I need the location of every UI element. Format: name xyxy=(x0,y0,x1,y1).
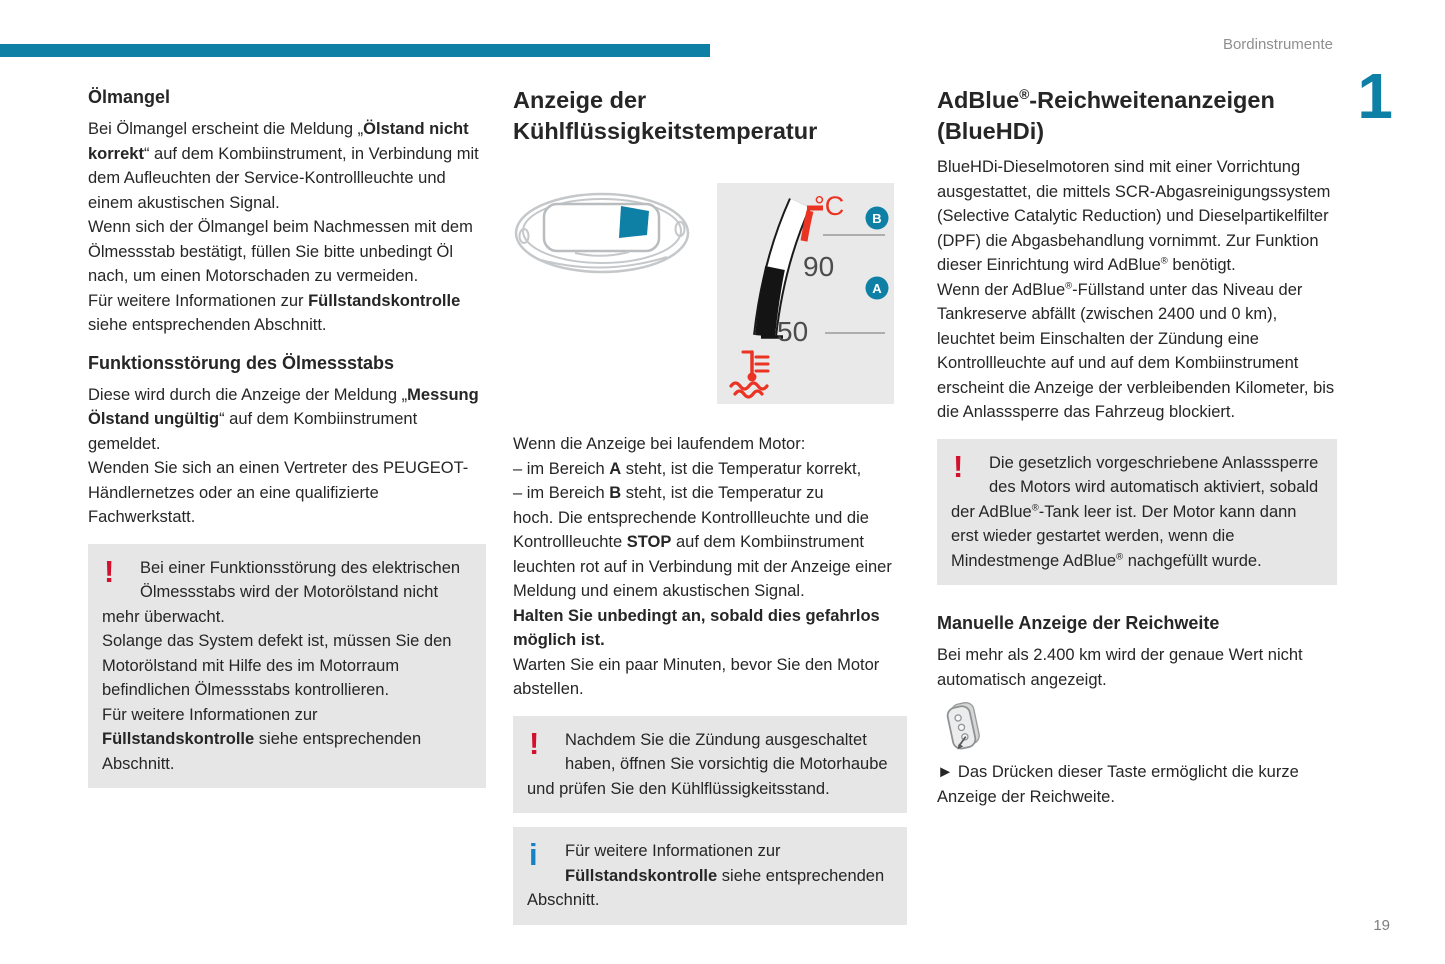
body-text: BlueHDi-Dieselmotoren sind mit einer Vorrichtung ausgestattet, die mittels SCR-Abgasreinigungssystem (Selective Catalytic Reduction) und Dieselpartikelfilter (DPF) die Abgasbehandlung vornimmt. Zur Funktion dieser Einrichtung wird AdBlue® benötigt. xyxy=(937,158,1331,274)
body-text: hoch. Die entsprechende Kontrollleuchte und die Kontrollleuchte STOP auf dem Kombiinstrument leuchten rot auf in Verbindung mit der Anzeige einer Meldung und einem akustischen Signal. xyxy=(513,508,892,600)
column-right xyxy=(937,85,1337,809)
body-text: Wenn die Anzeige bei laufendem Motor: xyxy=(513,435,806,453)
info-icon: i xyxy=(529,837,538,872)
warning-icon: ! xyxy=(104,553,115,589)
body-text: Wenn sich der Ölmangel beim Nachmessen mit dem Ölmessstab bestätigt, füllen Sie bitte unbedingt Öl nach, um einen Motorschaden zu vermeiden. xyxy=(88,218,473,285)
body-text: Diese wird durch die Anzeige der Meldung „Messung Ölstand ungültig“ auf dem Kombiinstrument gemeldet. xyxy=(88,385,479,453)
body-text: Wenden Sie sich an einen Vertreter des PEUGEOT-Händlernetzes oder an eine qualifizierte Fachwerkstatt. xyxy=(88,459,469,526)
section-heading-funktionsstoerung: Funktionsstörung des Ölmessstabs xyxy=(88,352,395,373)
section-heading-oelmangel: Ölmangel xyxy=(88,87,171,107)
body-text: Bei Ölmangel erscheint die Meldung „Ölstand nicht korrekt“ auf dem Kombiinstrument, in Verbindung mit dem Aufleuchten der Service-Kontrollleuchte und einem akustischen Signal. xyxy=(88,120,479,212)
gauge-tick-50: 50 xyxy=(777,316,809,347)
column-left xyxy=(88,85,486,788)
warning-text: Bei einer Funktionsstörung des elektrischen Ölmessstabs wird der Motorölstand nicht mehr überwacht. xyxy=(102,558,461,626)
coolant-gauge-figure xyxy=(717,183,894,404)
svg-text:B: B xyxy=(872,211,882,226)
section-heading-kuehlfluessigkeit: Anzeige der Kühlflüssigkeitstemperatur xyxy=(513,87,818,144)
display-zone-highlight xyxy=(619,206,649,238)
warning-box xyxy=(937,439,1337,586)
section-heading-manuelle-anzeige: Manuelle Anzeige der Reichweite xyxy=(937,613,1220,633)
gauge-unit-label: °C xyxy=(814,191,845,221)
list-item: – im Bereich B steht, ist die Temperatur zu xyxy=(513,484,824,502)
zone-a-badge xyxy=(866,277,889,300)
body-text: Halten Sie unbedingt an, sobald dies gefahrlos möglich ist. xyxy=(513,606,880,649)
warning-text: Die gesetzlich vorgeschriebene Anlasssperre des Motors wird automatisch aktiviert, sobald der AdBlue®-Tank leer ist. Der Motor kann dann erst wieder gestartet werden, wenn die Mindestmenge AdBlue® nachgefüllt wurde. xyxy=(951,453,1319,570)
warning-box xyxy=(88,544,486,789)
gauge-tick-90: 90 xyxy=(803,251,835,282)
column-middle xyxy=(513,85,907,925)
info-box xyxy=(513,827,907,925)
instrument-cluster-figure xyxy=(513,187,691,295)
body-text: Bei mehr als 2.400 km wird der genaue Wert nicht automatisch angezeigt. xyxy=(937,646,1303,689)
svg-text:A: A xyxy=(872,281,882,296)
running-header: Bordinstrumente xyxy=(1222,36,1333,53)
list-item: – im Bereich A steht, ist die Temperatur korrekt, xyxy=(513,459,862,478)
body-text: Warten Sie ein paar Minuten, bevor Sie den Motor abstellen. xyxy=(513,655,880,698)
warning-text: Nachdem Sie die Zündung ausgeschaltet haben, öffnen Sie vorsichtig die Motorhaube und prüfen Sie den Kühlflüssigkeitsstand. xyxy=(527,730,888,798)
warning-icon: ! xyxy=(529,725,540,761)
body-text: Für weitere Informationen zur Füllstandskontrolle siehe entsprechenden Abschnitt. xyxy=(88,291,461,334)
top-rule xyxy=(0,44,710,57)
warning-text: Solange das System defekt ist, müssen Sie den Motorölstand mit Hilfe des im Motorraum befindlichen Ölmessstabs kontrollieren. xyxy=(102,632,452,699)
stalk-figure-row xyxy=(937,700,1337,756)
chapter-number: 1 xyxy=(1357,60,1393,132)
page-number: 19 xyxy=(1373,917,1390,934)
warning-icon: ! xyxy=(953,448,964,484)
info-text: Für weitere Informationen zur Füllstandskontrolle siehe entsprechenden Abschnitt. xyxy=(527,842,885,909)
section-heading-adblue: AdBlue®-Reichweitenanzeigen (BlueHDi) xyxy=(937,87,1275,144)
bullet-item: ► Das Drücken dieser Taste ermöglicht die kurze Anzeige der Reichweite. xyxy=(937,763,1299,806)
zone-b-badge xyxy=(866,207,889,230)
body-text: Wenn der AdBlue®-Füllstand unter das Niveau der Tankreserve abfällt (zwischen 2400 und 0 km), leuchtet beim Einschalten der Zündung eine Kontrollleuchte auf und auf dem Kombiinstrument erscheint die Anzeige der verbleibenden Kilometer, bis die Anlasssperre das Fahrzeug blockiert. xyxy=(937,280,1335,421)
figure-row xyxy=(513,183,907,405)
warning-text: Für weitere Informationen zur Füllstandskontrolle siehe entsprechenden Abschnitt. xyxy=(102,705,422,773)
warning-box xyxy=(513,716,907,814)
stalk-button-figure xyxy=(937,700,989,756)
